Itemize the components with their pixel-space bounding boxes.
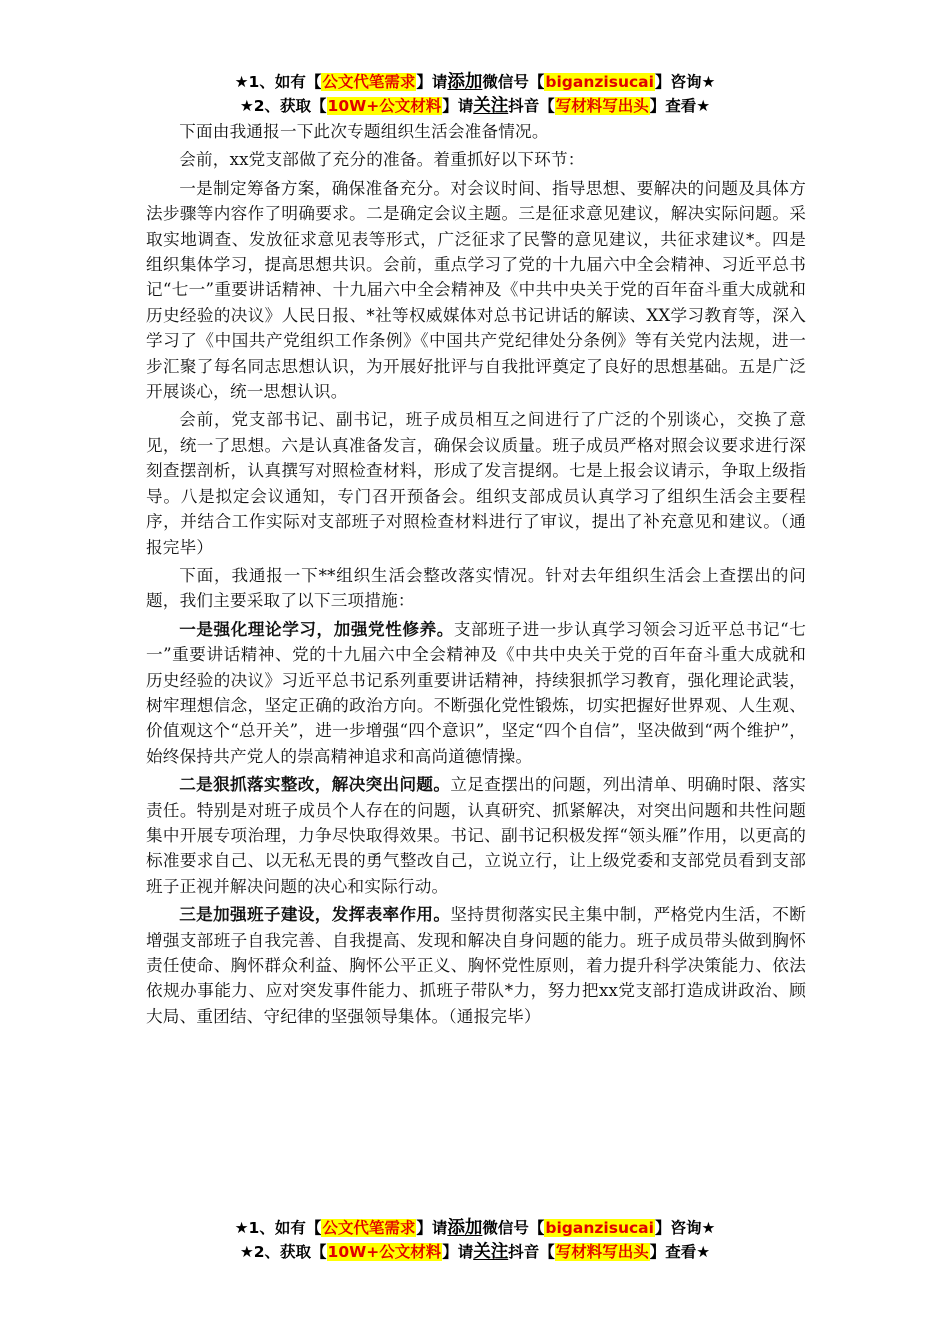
paragraph: 下面，我通报一下**组织生活会整改落实情况。针对去年组织生活会上查摆出的问题，我们主要采取了以下三项措施： bbox=[146, 565, 806, 611]
highlight-wechat-id: biganzisucai bbox=[545, 73, 654, 91]
footer-banner bbox=[0, 1216, 950, 1264]
paragraph: 下面由我通报一下此次专题组织生活会准备情况。 bbox=[179, 122, 549, 141]
star-icon: ★ bbox=[239, 97, 254, 115]
star-icon: ★ bbox=[234, 73, 249, 91]
highlight-writing-service: 公文代笔需求 bbox=[322, 1219, 416, 1237]
paragraph: 会前，xx党支部做了充分的准备。着重抓好以下环节： bbox=[179, 150, 585, 170]
measure-title: 三是加强班子建设，发挥表率作用。 bbox=[179, 904, 451, 925]
highlight-writing-service: 公文代笔需求 bbox=[322, 73, 416, 91]
measure-body: 立足查摆出的问题，列出清单、明确时限、落实责任。特别是对班子成员个人存在的问题，认真研究、抓紧解决，对突出问题和共性问题集中开展专项治理，力争尽快取得效果。书记、副书记积极发挥“领头雁”作用，以更高的标准要求自己、以无私无畏的勇气整改自己，立说立行，让上级党委和支部党员看到支部班子正视并解决问题的决心和实际行动。 bbox=[146, 775, 807, 896]
highlight-materials: 10W+公文材料 bbox=[327, 97, 442, 115]
banner-line-1: ★1、如有【公文代笔需求】请添加微信号【biganzisucai】咨询★ bbox=[234, 72, 716, 92]
measure-body: 坚持贯彻落实民主集中制，严格党内生活，不断增强支部班子自我完善、自我提高、发现和解决自身问题的能力。班子成员带头做到胸怀责任使命、胸怀群众利益、胸怀公平正义、胸怀党性原则，着力提升科学决策能力、依法依规办事能力、应对突发事件能力、抓班子带队*力，努力把xx党支部打造成讲政治、顾大局、重团结、守纪律的坚强领导集体。（通报完毕） bbox=[146, 905, 807, 1026]
paragraph: 一是制定筹备方案，确保准备充分。对会议时间、指导思想、要解决的问题及具体方法步骤等内容作了明确要求。二是确定会议主题。三是征求意见建议，解决实际问题。采取实地调查、发放征求意见表等形式，广泛征求了民警的意见建议，共征求建议*。四是组织集体学习，提高思想共识。会前，重点学习了党的十九届六中全会精神、习近平总书记“七一”重要讲话精神、十九届六中全会精神及《中共中央关于党的百年奋斗重大成就和历史经验的决议》人民日报、*社等权威媒体对总书记讲话的解读、XX学习教育等，深入学习了《中国共产党组织工作条例》《中国共产党纪律处分条例》等有关党内法规，进一步汇聚了每名同志思想认识，为开展好批评与自我批评奠定了良好的思想基础。五是广泛开展谈心，统一思想认识。 bbox=[146, 178, 806, 402]
star-icon: ★ bbox=[239, 1243, 254, 1261]
measure-title: 一是强化理论学习，加强党性修养。 bbox=[179, 618, 454, 639]
banner-line-2: ★2、获取【10W+公文材料】请关注抖音【写材料写出头】查看★ bbox=[239, 96, 711, 116]
paragraph: 会前，党支部书记、副书记，班子成员相互之间进行了广泛的个别谈心，交换了意见，统一了思想。六是认真准备发言，确保会议质量。班子成员严格对照会议要求进行深刻查摆剖析，认真撰写对照检查材料，形成了发言提纲。七是上报会议请示，争取上级指导。八是拟定会议通知，专门召开预备会。组织支部成员认真学习了组织生活会主要程序，并结合工作实际对支部班子对照检查材料进行了审议，提出了补充意见和建议。（通报完毕） bbox=[146, 410, 806, 557]
measure-paragraph bbox=[146, 902, 806, 1029]
document-body bbox=[146, 119, 806, 1032]
highlight-wechat-id: biganzisucai bbox=[545, 1219, 654, 1237]
measure-title: 二是狠抓落实整改，解决突出问题。 bbox=[179, 774, 451, 795]
banner-line-2: ★2、获取【10W+公文材料】请关注抖音【写材料写出头】查看★ bbox=[239, 1242, 711, 1262]
header-banner bbox=[0, 70, 950, 118]
measure-paragraph bbox=[146, 617, 806, 769]
banner-line-1: ★1、如有【公文代笔需求】请添加微信号【biganzisucai】咨询★ bbox=[234, 1218, 716, 1238]
measure-paragraph bbox=[146, 772, 806, 899]
highlight-douyin-account: 写材料写出头 bbox=[555, 97, 649, 115]
highlight-materials: 10W+公文材料 bbox=[327, 1243, 442, 1261]
measure-body: 支部班子进一步认真学习领会习近平总书记“七一”重要讲话精神、党的十九届六中全会精神及《中共中央关于党的百年奋斗重大成就和历史经验的决议》习近平总书记系列重要讲话精神，持续狠抓学习教育，强化理论武装，树牢理想信念，坚定正确的政治方向。不断强化党性锻炼，切实把握好世界观、人生观、价值观这个“总开关”，进一步增强“四个意识”，坚定“四个自信”，坚决做到“两个维护”，始终保持共产党人的崇高精神追求和高尚道德情操。 bbox=[146, 619, 807, 766]
highlight-douyin-account: 写材料写出头 bbox=[555, 1243, 649, 1261]
star-icon: ★ bbox=[234, 1219, 249, 1237]
